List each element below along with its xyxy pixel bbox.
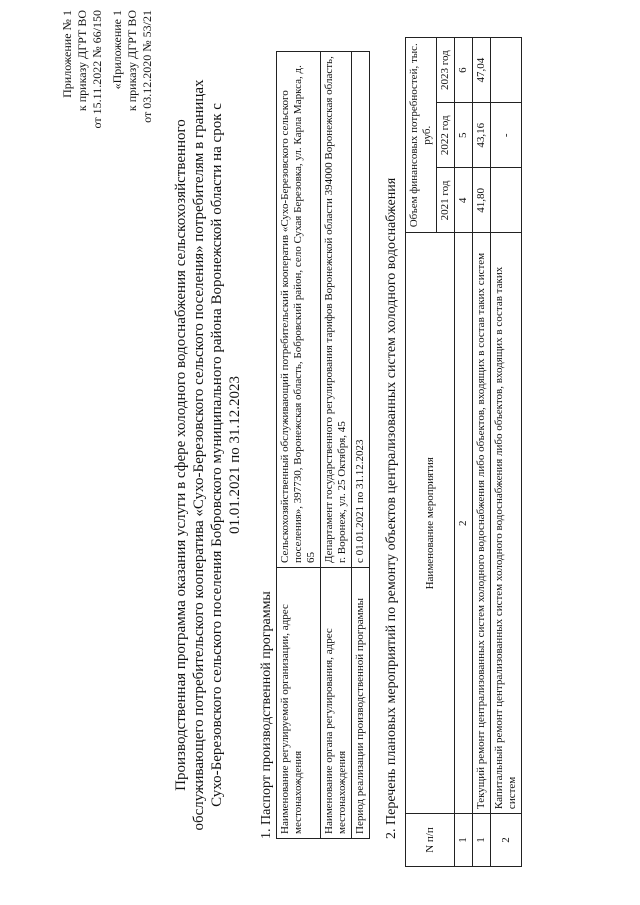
row-name: Текущий ремонт централизованных систем холодного водоснабжения либо объектов, входящих в состав таких систем xyxy=(473,233,491,814)
title-line: Сухо-Березовского сельского поселения Бобровского муниципального района Воронежской области на срок с xyxy=(209,103,225,807)
header-finance: Объем финансовых потребностей, тыс. руб. xyxy=(406,38,437,233)
table-row xyxy=(352,52,370,839)
row-value: - xyxy=(491,103,522,168)
table-index-row xyxy=(455,38,473,867)
appendix-line: к приказу ДГРТ ВО xyxy=(125,10,139,112)
header-year: 2022 год xyxy=(437,103,455,168)
row-value xyxy=(491,38,522,103)
appendix-line: от 15.11.2022 № 66/150 xyxy=(90,10,104,129)
header-num: N п/п xyxy=(406,814,455,867)
title-line: обслуживающего потребительского кооператива «Сухо-Березовского сельского поселения» потребителям в границах xyxy=(191,79,207,831)
appendix-note-original xyxy=(110,10,155,123)
header-name: Наименование мероприятия xyxy=(406,233,455,814)
header-year: 2023 год xyxy=(437,38,455,103)
passport-value: с 01.01.2021 по 31.12.2023 xyxy=(352,52,370,568)
index-cell: 4 xyxy=(455,168,473,233)
section1-heading: 1. Паспорт производственной программы xyxy=(259,591,274,839)
section2-heading: 2. Перечень плановых мероприятий по ремонту объектов централизованных систем холодного водоснабжения xyxy=(384,177,399,839)
row-value xyxy=(491,168,522,233)
table-row xyxy=(277,52,321,839)
passport-value: Сельскохозяйственный обслуживающий потребительский кооператив «Сухо-Березовского сельского поселения», 397730, Воронежская область, Бобровский район, село Сухая Березовка, ул. Карла Маркса, д. 65 xyxy=(277,52,321,568)
measures-table xyxy=(405,37,522,867)
row-value: 43,16 xyxy=(473,103,491,168)
appendix-note-current xyxy=(60,10,105,128)
table-header-row xyxy=(406,38,437,867)
index-cell: 5 xyxy=(455,103,473,168)
header-year: 2021 год xyxy=(437,168,455,233)
passport-label: Период реализации производственной программы xyxy=(352,568,370,839)
row-value: 47,04 xyxy=(473,38,491,103)
passport-value: Департамент государственного регулирования тарифов Воронежской области 394000 Воронежская область, г. Воронеж, ул. 25 Октября, 45 xyxy=(321,52,352,568)
appendix-line: от 03.12.2020 № 53/21 xyxy=(140,10,154,123)
table-row xyxy=(473,38,491,867)
table-row xyxy=(321,52,352,839)
table-row xyxy=(491,38,522,867)
title-line: Производственная программа оказания услуги в сфере холодного водоснабжения сельскохозяйственного xyxy=(173,119,189,791)
title-line: 01.01.2021 по 31.12.2023 xyxy=(227,375,243,535)
appendix-line: Приложение № 1 xyxy=(60,10,74,98)
row-name: Капитальный ремонт централизованных систем холодного водоснабжения либо объектов, входящих в состав таких систем xyxy=(491,233,522,814)
row-value: 41,80 xyxy=(473,168,491,233)
passport-label: Наименование регулируемой организации, адрес местонахождения xyxy=(277,568,321,839)
passport-label: Наименование органа регулирования, адрес местонахождения xyxy=(321,568,352,839)
appendix-line: к приказу ДГРТ ВО xyxy=(75,10,89,112)
document-title xyxy=(172,75,244,835)
index-cell: 2 xyxy=(455,233,473,814)
index-cell: 6 xyxy=(455,38,473,103)
row-num: 2 xyxy=(491,814,522,867)
row-num: 1 xyxy=(473,814,491,867)
passport-table xyxy=(276,51,370,839)
appendix-line: «Приложение 1 xyxy=(110,10,124,90)
index-cell: 1 xyxy=(455,814,473,867)
